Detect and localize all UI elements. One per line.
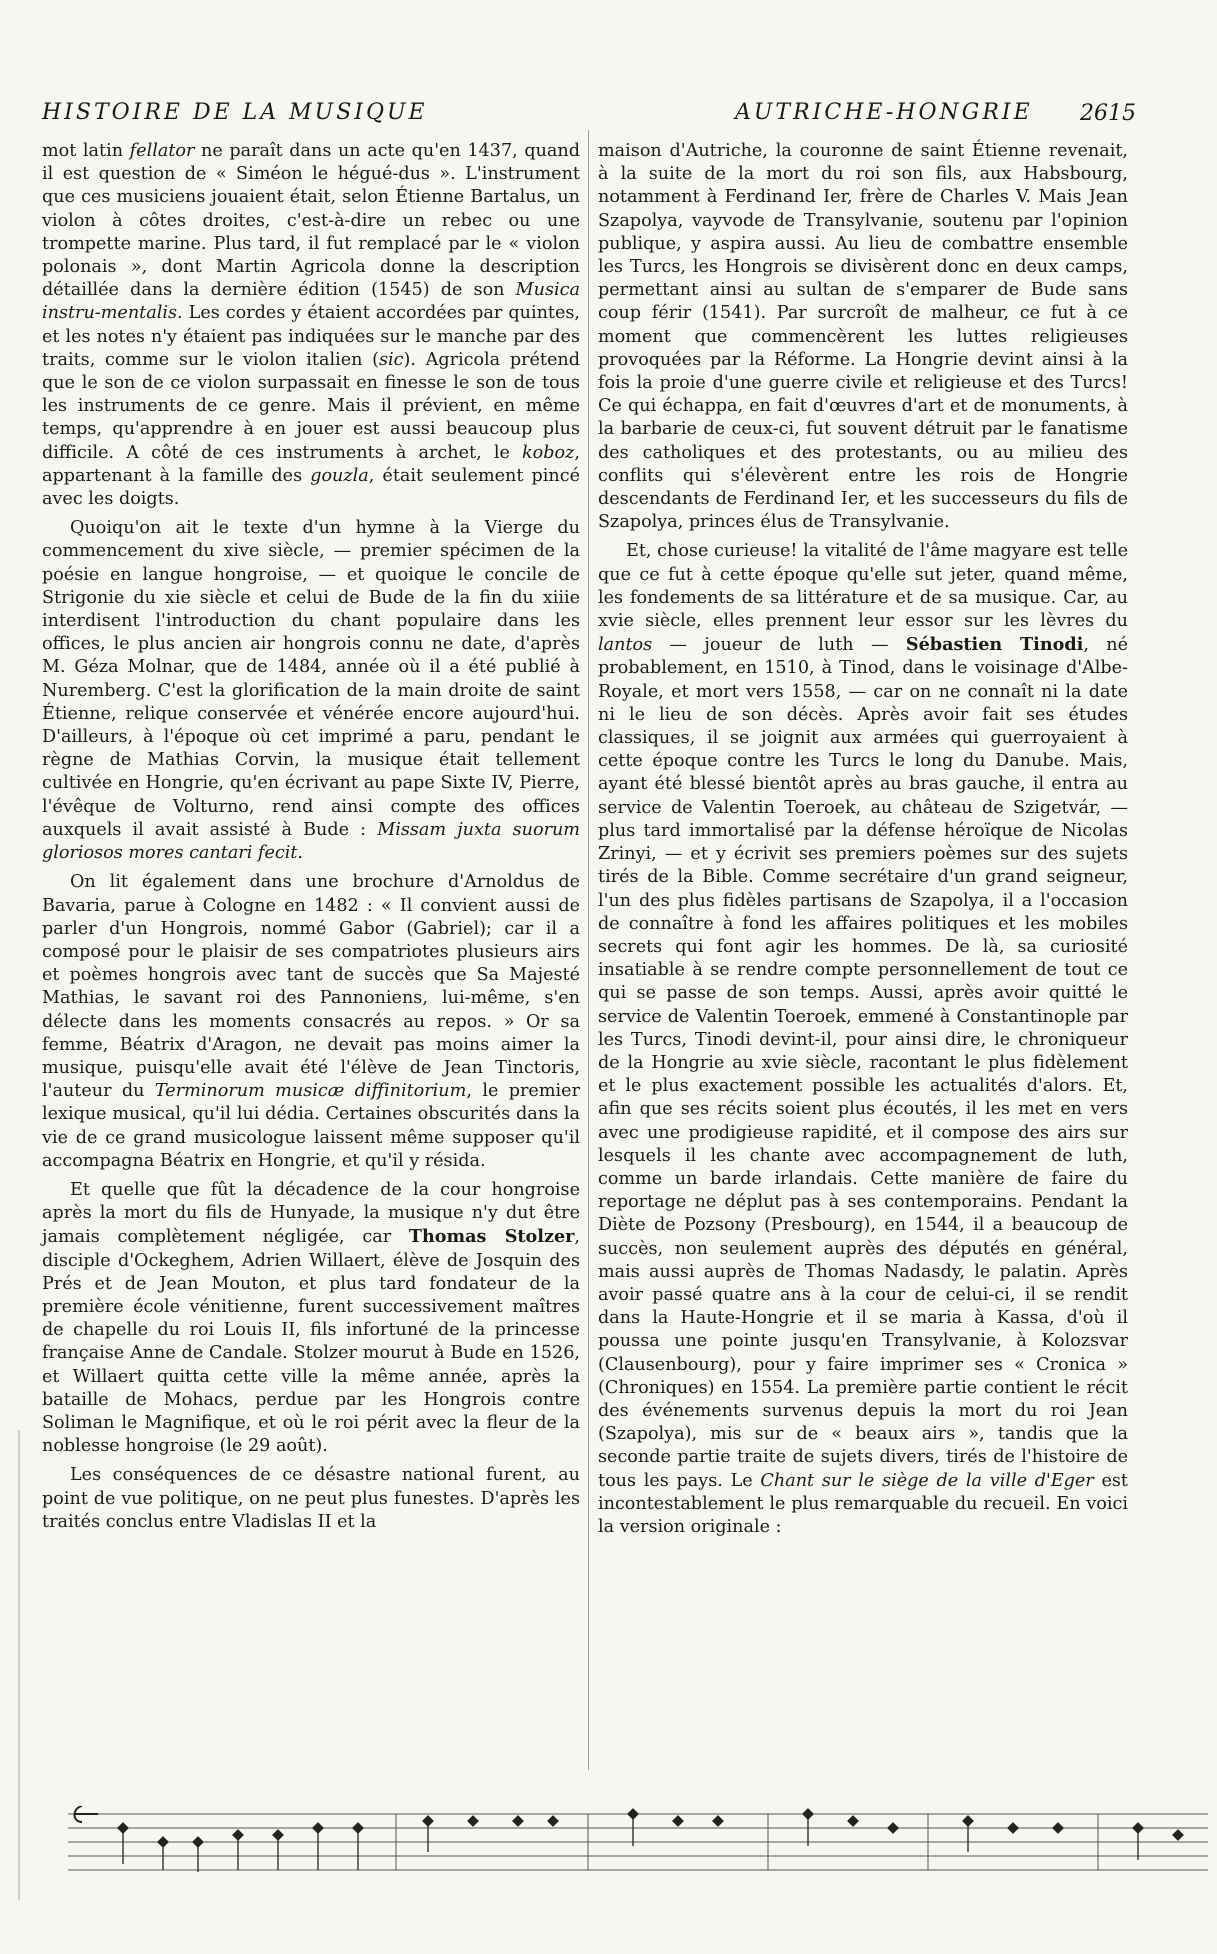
note-head <box>468 1816 478 1826</box>
page-edge-shadow <box>18 1430 20 1900</box>
paragraph: maison d'Autriche, la couronne de saint Étienne revenait, à la suite de la mort du roi son fils, aux Habsbourg, notamment à Ferdinand Ier, frère de Charles V. Mais Jean Szapolya, vayvode de Transylvanie, soutenu par l'opinion publique, y aspira aussi. Au lieu de combattre ensemble les Turcs, les Hongrois se divisèrent donc en deux camps, permettant ainsi au sultan de s'emparer de Bude sans coup férir (1541). Par surcroît de malheur, ce fut à ce moment que commencèrent les luttes religieuses provoquées par la Réforme. La Hongrie devint ainsi à la fois la proie d'une guerre civile et religieuse et des Turcs! Ce qui échappa, en fait d'œuvres d'art et de monuments, à la barbarie de ceux-ci, fut souvent détruit par le fanatisme des catholiques et des protestants, ou au milieu des conflits qui s'élevèrent entre les rois de Hongrie descendants de Ferdinand Ier, et les successeurs du fils de Szapolya, princes élus de Transylvanie. <box>598 141 1128 533</box>
left-column <box>42 140 580 1534</box>
note-head <box>193 1837 203 1847</box>
note-head <box>233 1830 243 1840</box>
note-group <box>118 1809 1183 1872</box>
paragraph: Quoiqu'on ait le texte d'un hymne à la Vierge du commencement du xive siècle, — premier spécimen de la poésie en langue hongroise, — et quoique le concile de Strigonie du xie siècle et celui de Bude de la fin du xiiie interdisent l'introduction du chant populaire dans les offices, le plus ancien air hongrois connu ne date, d'après M. Géza Molnar, que de 1484, année où il a été publié à Nuremberg. C'est la glorification de la main droite de saint Étienne, relique conservée et vénérée encore aujourd'hui. D'ailleurs, à l'époque où cet imprimé a paru, pendant le règne de Mathias Corvin, la musique était tellement cultivée en Hongrie, qu'en écrivant au pape Sixte IV, Pierre, l'évêque de Volturno, rend ainsi compte des offices auxquels il avait assisté à Bude : Missam juxta suorum gloriosos mores cantari fecit. <box>42 518 580 864</box>
column-divider <box>588 130 589 1770</box>
note-head <box>423 1816 433 1826</box>
paragraph: On lit également dans une brochure d'Arnoldus de Bavaria, parue à Cologne en 1482 : « Il convient aussi de parler d'un Hongrois, nommé Gabor (Gabriel); car il a composé pour le plaisir de ses compatriotes plusieurs airs et poèmes hongrois avec tant de succès que Sa Majesté Mathias, le savant roi des Pannoniens, lui-même, s'en délecte dans les moments consacrés au repos. » Or sa femme, Béatrix d'Aragon, ne devait pas moins aimer la musique, puisqu'elle avait été l'élève de Jean Tinctoris, l'auteur du Terminorum musicæ diffinitorium, le premier lexique musical, qu'il lui dédia. Certaines obscurités dans la vie de ce grand musicologue laissent même supposer qu'il accompagna Béatrix en Hongrie, et qu'il y résida. <box>42 872 580 1171</box>
note-head <box>673 1816 683 1826</box>
note-head <box>1008 1823 1018 1833</box>
note-head <box>628 1809 638 1819</box>
note-head <box>313 1823 323 1833</box>
note-head <box>803 1809 813 1819</box>
note-head <box>713 1816 723 1826</box>
note-head <box>353 1823 363 1833</box>
note-head <box>158 1837 168 1847</box>
note-head <box>118 1823 128 1833</box>
note-head <box>513 1816 523 1826</box>
c-clef-icon <box>74 1806 98 1822</box>
note-head <box>548 1816 558 1826</box>
running-head-left: HISTOIRE DE LA MUSIQUE <box>42 100 428 125</box>
paragraph: Et quelle que fût la décadence de la cour hongroise après la mort du fils de Hunyade, la musique n'y dut être jamais complètement négligée, car Thomas Stolzer, disciple d'Ockeghem, Adrien Willaert, élève de Josquin des Prés et de Jean Mouton, et plus tard fondateur de la première école vénitienne, furent successivement maîtres de chapelle du roi Louis II, fils infortuné de la princesse française Anne de Candale. Stolzer mourut à Bude en 1526, et Willaert quitta cette ville la même année, après la bataille de Mohacs, perdue par les Hongrois contre Soliman le Magnifique, et où le roi périt avec la fleur de la noblesse hongroise (le 29 août). <box>42 1179 580 1457</box>
note-head <box>848 1816 858 1826</box>
paragraph: Et, chose curieuse! la vitalité de l'âme magyare est telle que ce fut à cette époque qu'elle sut jeter, quand même, les fondements de sa littérature et de sa musique. Car, au xvie siècle, elles prennent leur essor sur les lèvres du lantos — joueur de luth — Sébastien Tinodi, né probablement, en 1510, à Tinod, dans le voisinage d'Albe-Royale, et mort vers 1558, — car on ne connaît ni la date ni le lieu de son décès. Après avoir fait ses études classiques, il se joignit aux armées qui guerroyaient à cette époque contre les Turcs le long du Danube. Mais, ayant été blessé bientôt après au bras gauche, il entra au service de Valentin Toeroek, au château de Szigetvár, — plus tard immortalisé par la défense héroïque de Nicolas Zrinyi, — et y écrivit ses premiers poèmes sur des sujets tirés de la Bible. Comme secrétaire d'un grand seigneur, l'un des plus fidèles partisans de Szapolya, il a l'occasion de connaître à fond les affaires politiques et les mobiles secrets qui font agir les hommes. De là, sa curiosité insatiable à se rendre compte personnellement de tout ce qui se passe de son temps. Aussi, après avoir quitté le service de Valentin Toeroek, emmené à Constantinople par les Turcs, Tinodi devint-il, pour ainsi dire, le chroniqueur de la Hongrie au xvie siècle, racontant le plus fidèlement et le plus exactement possible les actualités d'alors. Et, afin que ses récits soient plus écoutés, il les met en vers avec une prodigieuse rapidité, et il compose des airs sur lesquels il les chante avec accompagnement de luth, comme un barde irlandais. Cette manière de faire du reportage ne déplut pas à ses contemporains. Pendant la Diète de Pozsony (Presbourg), en 1544, il a beaucoup de succès, non seulement auprès des députés en général, mais aussi auprès de Thomas Nadasdy, le palatin. Après avoir passé quatre ans à la cour de celui-ci, il se rendit dans la Haute-Hongrie et il se maria à Kassa, d'où il poussa une pointe jusqu'en Transylvanie, à Kolozsvar (Clausenbourg), pour y faire imprimer ses « Cronica » (Chroniques) en 1554. La première partie contient le récit des événements survenus depuis la mort du roi Jean (Szapolya), mis sur de « beaux airs », tandis que la seconde partie traite de sujets divers, tirés de l'histoire de tous les pays. Le Chant sur le siège de la ville d'Eger est incontestablement le plus remarquable du recueil. En voici la version originale : <box>598 541 1129 1537</box>
running-head-right: AUTRICHE-HONGRIE <box>735 100 1033 125</box>
note-head <box>1053 1823 1063 1833</box>
note-head <box>273 1830 283 1840</box>
music-staff <box>68 1806 1208 1876</box>
right-column <box>598 140 1128 1539</box>
note-head <box>888 1823 898 1833</box>
page-number: 2615 <box>1080 101 1136 126</box>
note-head <box>963 1816 973 1826</box>
paragraph: mot latin fellator ne paraît dans un acte qu'en 1437, quand il est question de « Siméon le hégué-dus ». L'instrument que ces musiciens jouaient était, selon Étienne Bartalus, un violon à côtes droites, c'est-à-dire un rebec ou une trompette marine. Plus tard, il fut remplacé par le « violon polonais », dont Martin Agricola donne la description détaillée dans la dernière édition (1545) de son Musica instru-mentalis. Les cordes y étaient accordées par quintes, et les notes n'y étaient pas indiquées sur le manche par des traits, comme sur le violon italien (sic). Agricola prétend que le son de ce violon surpassait en finesse le son de tous les instruments de ce genre. Mais il prévient, en même temps, qu'apprendre à en jouer est aussi beaucoup plus difficile. A côté de ces instruments à archet, le koboz, appartenant à la famille des gouzla, était seulement pincé avec les doigts. <box>42 141 580 510</box>
note-head <box>1173 1830 1183 1840</box>
note-head <box>1133 1823 1143 1833</box>
paragraph: Les conséquences de ce désastre national furent, au point de vue politique, on ne peut plus funestes. D'après les traités conclus entre Vladislas II et la <box>42 1465 580 1532</box>
